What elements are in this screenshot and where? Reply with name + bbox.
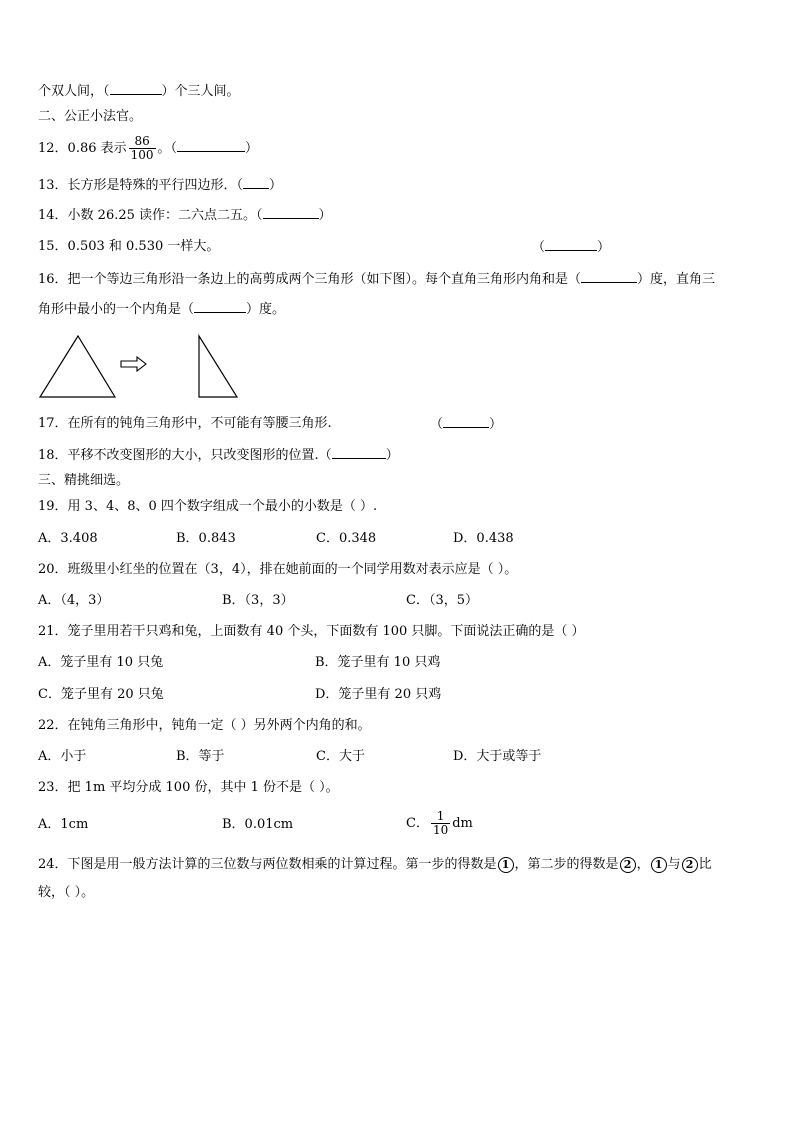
option-b[interactable]: B．（3，3） (222, 593, 294, 608)
option-a[interactable]: A．小于 (38, 749, 87, 764)
question-18: 18．平移不改变图形的大小，只改变图形的位置.（ ） (38, 448, 399, 463)
option-d[interactable]: D．笼子里有 20 只鸡 (315, 687, 442, 702)
option-b[interactable]: B．0.01cm (222, 817, 294, 832)
answer-blank[interactable] (194, 300, 246, 313)
option-a[interactable]: A．1cm (38, 817, 89, 832)
circled-number-1: 1 (498, 857, 514, 873)
question-16-line-2: 角形中最小的一个内角是（ ）度。 (38, 302, 286, 317)
question-13: 13．长方形是特殊的平行四边形．（ ） (38, 178, 283, 193)
arrow-right-icon (120, 356, 148, 372)
question-15-answer: （ ） (532, 240, 611, 255)
question-22: 22．在钝角三角形中，钝角一定（ ）另外两个内角的和。 (38, 718, 371, 733)
option-c[interactable]: C． $\frac{1}{10}$ dm (406, 809, 473, 837)
question-20: 20．班级里小红坐的位置在（3，4），排在她前面的一个同学用数对表示应是（ ）。 (38, 562, 518, 577)
option-c[interactable]: C．0.348 (316, 531, 377, 546)
question-17-answer: （ ） (430, 417, 503, 432)
circled-number-2: 2 (620, 857, 636, 873)
question-16-line-1: 16．把一个等边三角形沿一条边上的高剪成两个三角形（如下图）。每个直角三角形内角和是（ ）度，直角三 (38, 272, 716, 287)
option-b[interactable]: B．0.843 (176, 531, 236, 546)
question-24-line-1: 24．下图是用一般方法计算的三位数与两位数相乘的计算过程。第一步的得数是 1 ，第二步的得数是 2 ， 1 与 2 比 (38, 857, 712, 872)
circled-number-1: 1 (651, 857, 667, 873)
section-heading-2: 二、公正小法官。 (38, 109, 143, 124)
question-17: 17．在所有的钝角三角形中，不可能有等腰三角形. (38, 416, 332, 431)
answer-blank[interactable] (110, 82, 162, 95)
option-a[interactable]: A．3.408 (38, 531, 98, 546)
answer-blank[interactable] (581, 270, 637, 283)
option-c[interactable]: C．（3，5） (406, 593, 478, 608)
option-d[interactable]: D．0.438 (453, 531, 514, 546)
answer-blank[interactable] (243, 176, 269, 189)
option-b[interactable]: B．笼子里有 10 只鸡 (315, 655, 441, 670)
question-15: 15．0.503 和 0.530 一样大。 (38, 239, 220, 254)
fraction: $\frac{1}{10}$ (432, 809, 449, 837)
question-19: 19．用 3、4、8、0 四个数字组成一个最小的小数是（ ）. (38, 499, 378, 514)
circled-number-2: 2 (682, 857, 698, 873)
question-14: 14．小数 26.25 读作：二六点二五。（ ） (38, 208, 332, 223)
option-a[interactable]: A．（4，3） (38, 593, 110, 608)
equilateral-triangle-figure (38, 334, 118, 400)
answer-blank[interactable] (332, 446, 386, 459)
option-b[interactable]: B．等于 (176, 749, 225, 764)
question-12: 12．0.86 表示 $\frac{86}{100}$ 。（ ） (38, 134, 259, 162)
right-triangle-figure (196, 334, 242, 400)
option-d[interactable]: D．大于或等于 (453, 749, 542, 764)
q11-tail: 个双人间，（ ）个三人间。 (38, 84, 240, 99)
question-21: 21．笼子里用若干只鸡和兔，上面数有 40 个头，下面数有 100 只脚。下面说法正确的是（ ） (38, 624, 585, 639)
answer-blank[interactable] (545, 238, 597, 251)
option-a[interactable]: A．笼子里有 10 只兔 (38, 655, 164, 670)
question-24-line-2: 较，（ ）。 (38, 885, 95, 900)
answer-blank[interactable] (263, 206, 319, 219)
answer-blank[interactable] (177, 139, 245, 152)
section-heading-3: 三、精挑细选。 (38, 473, 130, 488)
answer-blank[interactable] (443, 415, 489, 428)
question-23: 23．把 1m 平均分成 100 份，其中 1 份不是（ ）。 (38, 780, 339, 795)
option-c[interactable]: C．笼子里有 20 只兔 (38, 687, 164, 702)
fraction: $\frac{86}{100}$ (130, 134, 154, 162)
option-c[interactable]: C．大于 (316, 749, 365, 764)
